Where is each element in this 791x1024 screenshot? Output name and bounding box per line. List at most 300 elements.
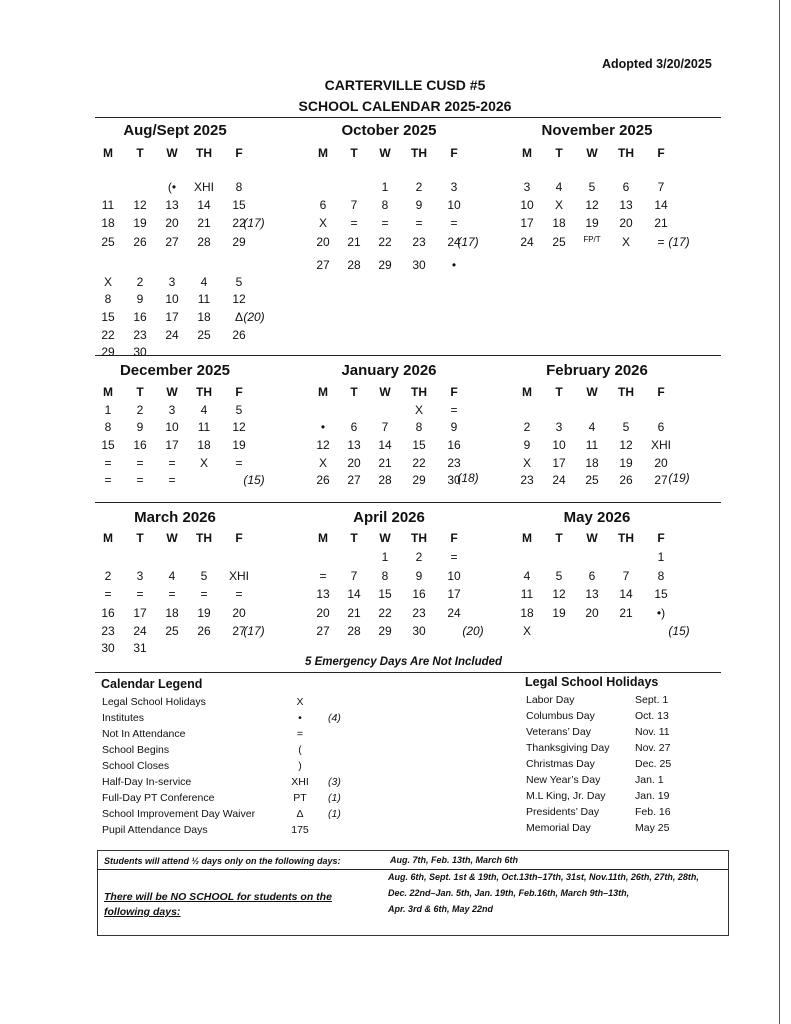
day-cell: 9 [136, 292, 144, 306]
day-cell: 14 [619, 587, 633, 601]
calendar-title: SCHOOL CALENDAR 2025-2026 [298, 98, 512, 114]
day-cell: 12 [316, 438, 330, 452]
weekday-header: M [318, 385, 328, 399]
weekday-header: M [103, 385, 113, 399]
day-cell: 14 [347, 587, 361, 601]
legend-count: (1) [328, 808, 341, 820]
mid-divider-2 [95, 502, 721, 503]
attendance-count: (17) [457, 235, 479, 249]
weekday-header: T [350, 146, 358, 160]
day-cell: 8 [381, 569, 389, 583]
day-cell: 15 [378, 587, 392, 601]
day-cell: 12 [552, 587, 566, 601]
weekday-header: F [450, 146, 458, 160]
day-cell: 23 [447, 456, 461, 470]
day-cell: 3 [555, 420, 563, 434]
legend-count: (1) [328, 792, 341, 804]
mid-divider-1 [95, 355, 721, 356]
day-cell: 7 [657, 180, 665, 194]
day-cell: 5 [235, 275, 243, 289]
legend-symbol: PT [293, 792, 307, 804]
day-cell: = [450, 550, 458, 564]
attendance-count: (15) [668, 624, 690, 638]
attendance-count: (15) [243, 473, 265, 487]
day-cell: 22 [101, 328, 115, 342]
day-cell: = [136, 587, 144, 601]
month-title: December 2025 [119, 362, 231, 379]
day-cell: 9 [415, 569, 423, 583]
holiday-name: New Year’s Day [526, 774, 601, 786]
day-cell: X [522, 624, 531, 638]
day-cell: 21 [197, 216, 211, 230]
weekday-header: T [555, 146, 563, 160]
day-cell: 1 [657, 550, 665, 564]
legend-symbol: ( [298, 744, 302, 756]
day-cell: 18 [552, 216, 566, 230]
day-cell: XHI [193, 180, 214, 194]
half-days-value: Aug. 7th, Feb. 13th, March 6th [390, 855, 519, 865]
weekday-header: W [166, 146, 178, 160]
month-title: February 2026 [546, 362, 648, 379]
day-cell: 6 [657, 420, 665, 434]
day-cell: 5 [622, 420, 630, 434]
day-cell: 29 [101, 345, 115, 359]
day-cell: • [451, 258, 457, 272]
attendance-count: (20) [462, 624, 484, 638]
day-cell: 8 [104, 420, 112, 434]
holiday-date: Jan. 1 [635, 774, 664, 786]
month-title: Aug/Sept 2025 [123, 122, 227, 139]
day-cell: X [414, 403, 423, 417]
day-cell: 29 [378, 258, 392, 272]
emergency-note: 5 Emergency Days Are Not Included [305, 656, 503, 668]
attendance-count: (17) [243, 624, 265, 638]
day-cell: 30 [101, 641, 115, 655]
day-cell: 15 [412, 438, 426, 452]
weekday-header: TH [618, 531, 634, 545]
weekday-header: TH [196, 385, 212, 399]
day-cell: 16 [412, 587, 426, 601]
day-cell: 19 [197, 606, 211, 620]
legend-label: Half-Day In-service [102, 776, 192, 788]
day-cell: 27 [316, 258, 330, 272]
day-cell: 6 [319, 198, 327, 212]
day-cell: 20 [316, 235, 330, 249]
notes-divider [97, 869, 728, 870]
weekday-header: W [166, 531, 178, 545]
day-cell: 27 [316, 624, 330, 638]
day-cell: 9 [136, 420, 144, 434]
holiday-name: Columbus Day [526, 710, 595, 722]
day-cell: 21 [619, 606, 633, 620]
day-cell: 3 [450, 180, 458, 194]
legend-count: (3) [328, 776, 341, 788]
day-cell: 5 [235, 403, 243, 417]
day-cell: 31 [133, 641, 147, 655]
day-cell: 13 [585, 587, 599, 601]
holidays-title: Legal School Holidays [525, 675, 659, 689]
day-cell: 20 [654, 456, 668, 470]
day-cell: 1 [104, 403, 112, 417]
day-cell: = [104, 456, 112, 470]
day-cell: 20 [232, 606, 246, 620]
day-cell: 2 [136, 275, 144, 289]
day-cell: 28 [347, 624, 361, 638]
day-cell: 5 [588, 180, 596, 194]
weekday-header: F [657, 385, 665, 399]
day-cell: = [319, 569, 327, 583]
day-cell: 5 [555, 569, 563, 583]
day-cell: 18 [197, 310, 211, 324]
day-cell: = [104, 587, 112, 601]
day-cell: = [235, 587, 243, 601]
day-cell: 2 [523, 420, 531, 434]
legend-label: School Improvement Day Waiver [102, 808, 256, 820]
day-cell: 22 [378, 235, 392, 249]
day-cell: X [554, 198, 563, 212]
day-cell: X [318, 216, 327, 230]
day-cell: 28 [197, 235, 211, 249]
day-cell: 17 [520, 216, 534, 230]
day-cell: 8 [657, 569, 665, 583]
day-cell: 27 [232, 624, 246, 638]
day-cell: 29 [412, 473, 426, 487]
day-cell: 23 [101, 624, 115, 638]
weekday-header: TH [618, 146, 634, 160]
day-cell: 13 [165, 198, 179, 212]
day-cell: 6 [622, 180, 630, 194]
weekday-header: W [379, 385, 391, 399]
day-cell: 1 [381, 180, 389, 194]
month-title: October 2025 [341, 122, 437, 139]
day-cell: 6 [588, 569, 596, 583]
day-cell: 4 [200, 275, 208, 289]
attendance-count: (17) [668, 235, 690, 249]
legend-symbol: ) [298, 760, 302, 772]
day-cell: 18 [101, 216, 115, 230]
holiday-date: May 25 [635, 822, 670, 834]
day-cell: 10 [165, 420, 179, 434]
day-cell: 25 [552, 235, 566, 249]
day-cell: 22 [412, 456, 426, 470]
day-cell: 23 [520, 473, 534, 487]
day-cell: = [168, 456, 176, 470]
holiday-date: Dec. 25 [635, 758, 672, 770]
weekday-header: M [103, 531, 113, 545]
day-cell: 7 [381, 420, 389, 434]
day-cell: 11 [197, 420, 211, 434]
weekday-header: F [235, 146, 243, 160]
day-cell: 19 [619, 456, 633, 470]
day-cell: 17 [447, 587, 461, 601]
day-cell: 14 [654, 198, 668, 212]
legend-symbol: Δ [296, 808, 304, 820]
month-title: March 2026 [134, 509, 216, 526]
day-cell: XHI [228, 569, 249, 583]
holiday-name: M.L King, Jr. Day [526, 790, 606, 802]
weekday-header: TH [618, 385, 634, 399]
district-title: CARTERVILLE CUSD #5 [324, 77, 486, 93]
day-cell: 8 [381, 198, 389, 212]
day-cell: 24 [520, 235, 534, 249]
holiday-date: Sept. 1 [635, 694, 669, 706]
holiday-date: Oct. 13 [635, 710, 669, 722]
day-cell: 4 [168, 569, 176, 583]
day-cell: 12 [619, 438, 633, 452]
day-cell: 30 [412, 258, 426, 272]
day-cell: 13 [347, 438, 361, 452]
attendance-count: (18) [457, 471, 479, 485]
day-cell: 16 [133, 438, 147, 452]
day-cell: 2 [415, 180, 423, 194]
day-cell: 24 [447, 606, 461, 620]
day-cell: X [103, 275, 112, 289]
day-cell: 27 [347, 473, 361, 487]
weekday-header: T [136, 146, 144, 160]
day-cell: 8 [415, 420, 423, 434]
day-cell: 11 [520, 587, 534, 601]
holiday-date: Jan. 19 [635, 790, 670, 802]
holiday-date: Nov. 27 [635, 742, 671, 754]
day-cell: 24 [165, 328, 179, 342]
legend-label: Full-Day PT Conference [102, 792, 215, 804]
day-cell: 16 [133, 310, 147, 324]
weekday-header: M [318, 531, 328, 545]
day-cell: 1 [381, 550, 389, 564]
day-cell: 8 [104, 292, 112, 306]
day-cell: 20 [585, 606, 599, 620]
day-cell: 15 [101, 438, 115, 452]
day-cell: 26 [619, 473, 633, 487]
day-cell: 22 [232, 216, 246, 230]
day-cell: 11 [585, 438, 599, 452]
day-cell: (• [167, 180, 177, 194]
day-cell: • [320, 420, 326, 434]
weekday-header: W [166, 385, 178, 399]
day-cell: 24 [133, 624, 147, 638]
day-cell: 20 [619, 216, 633, 230]
day-cell: 4 [200, 403, 208, 417]
day-cell: 26 [232, 328, 246, 342]
day-cell: = [168, 587, 176, 601]
weekday-header: W [379, 146, 391, 160]
day-cell: 19 [133, 216, 147, 230]
day-cell: 19 [232, 438, 246, 452]
day-cell: 17 [165, 310, 179, 324]
day-cell: 6 [350, 420, 358, 434]
month-title: January 2026 [341, 362, 437, 379]
weekday-header: TH [411, 146, 427, 160]
weekday-header: F [235, 531, 243, 545]
weekday-header: T [555, 385, 563, 399]
day-cell: = [350, 216, 358, 230]
day-cell: •) [656, 606, 666, 620]
day-cell: 3 [168, 403, 176, 417]
day-cell: 30 [133, 345, 147, 359]
day-cell: 7 [622, 569, 630, 583]
day-cell: 18 [197, 438, 211, 452]
day-cell: 22 [378, 606, 392, 620]
weekday-header: M [522, 531, 532, 545]
legend-symbol: XHI [291, 776, 309, 788]
day-cell: 23 [133, 328, 147, 342]
day-cell: XHI [650, 438, 671, 452]
day-cell: 30 [412, 624, 426, 638]
day-cell: 15 [232, 198, 246, 212]
weekday-header: W [586, 531, 598, 545]
weekday-header: W [586, 385, 598, 399]
day-cell: 15 [654, 587, 668, 601]
legend-label: School Closes [102, 760, 170, 772]
day-cell: 4 [588, 420, 596, 434]
weekday-header: M [522, 385, 532, 399]
no-school-label: There will be NO SCHOOL for students on the following days: [104, 891, 332, 918]
legend-title: Calendar Legend [101, 677, 203, 691]
legend-label: Institutes [102, 712, 145, 724]
day-cell: 24 [552, 473, 566, 487]
weekday-header: TH [196, 531, 212, 545]
weekday-header: T [555, 531, 563, 545]
day-cell: 19 [552, 606, 566, 620]
weekday-header: F [657, 146, 665, 160]
weekday-header: F [450, 531, 458, 545]
no-school-line-3: Apr. 3rd & 6th, May 22nd [388, 904, 494, 914]
no-school-line-2: Dec. 22nd–Jan. 5th, Jan. 19th, Feb.16th, March 9th–13th, [388, 888, 630, 898]
attendance-count: (20) [243, 310, 265, 324]
day-cell: X [318, 456, 327, 470]
day-cell: = [450, 216, 458, 230]
day-cell: 3 [136, 569, 144, 583]
day-cell: = [168, 473, 176, 487]
day-cell: X [621, 235, 630, 249]
legend-symbol: • [298, 712, 302, 724]
day-cell: X [522, 456, 531, 470]
legend-label: Legal School Holidays [102, 696, 206, 708]
day-cell: 21 [654, 216, 668, 230]
day-cell: 17 [133, 606, 147, 620]
attendance-count: (17) [243, 216, 265, 230]
day-cell: = [415, 216, 423, 230]
day-cell: = [104, 473, 112, 487]
day-cell: 14 [197, 198, 211, 212]
weekday-header: F [450, 385, 458, 399]
day-cell: 27 [654, 473, 668, 487]
day-cell: 10 [165, 292, 179, 306]
weekday-header: TH [411, 531, 427, 545]
day-cell: 25 [585, 473, 599, 487]
legend-label: School Begins [102, 744, 170, 756]
day-cell: = [381, 216, 389, 230]
legend-label: Not In Attendance [102, 728, 186, 740]
day-cell: 17 [165, 438, 179, 452]
day-cell: 9 [450, 420, 458, 434]
day-cell: 26 [197, 624, 211, 638]
day-cell: 2 [415, 550, 423, 564]
day-cell: 5 [200, 569, 208, 583]
weekday-header: W [586, 146, 598, 160]
weekday-header: M [103, 146, 113, 160]
day-cell: 28 [347, 258, 361, 272]
day-cell: 30 [447, 473, 461, 487]
month-title: November 2025 [541, 122, 653, 139]
day-cell: 23 [412, 606, 426, 620]
day-cell: 28 [378, 473, 392, 487]
day-cell: Δ [234, 310, 243, 324]
day-cell: 25 [101, 235, 115, 249]
day-cell: = [136, 456, 144, 470]
day-cell: 19 [585, 216, 599, 230]
day-cell: 21 [347, 606, 361, 620]
holiday-date: Nov. 11 [635, 726, 670, 738]
adopted-date: Adopted 3/20/2025 [602, 57, 712, 71]
holiday-name: Presidents’ Day [526, 806, 600, 818]
day-cell: 10 [447, 569, 461, 583]
weekday-header: M [318, 146, 328, 160]
month-title: April 2026 [353, 509, 425, 526]
day-cell: 2 [136, 403, 144, 417]
day-cell: = [136, 473, 144, 487]
legend-symbol: = [296, 728, 304, 740]
day-cell: 7 [350, 569, 358, 583]
day-cell: X [199, 456, 208, 470]
day-cell: = [235, 456, 243, 470]
day-cell: 20 [316, 606, 330, 620]
day-cell: 9 [415, 198, 423, 212]
attendance-count: (19) [668, 471, 690, 485]
day-cell: 26 [316, 473, 330, 487]
day-cell: 12 [232, 292, 246, 306]
holiday-name: Labor Day [526, 694, 575, 706]
day-cell: 16 [101, 606, 115, 620]
legend-symbol: X [296, 696, 304, 708]
day-cell: 17 [552, 456, 566, 470]
day-cell: 10 [520, 198, 534, 212]
day-cell: = [450, 403, 458, 417]
day-cell: 12 [232, 420, 246, 434]
day-cell: 25 [197, 328, 211, 342]
weekday-header: TH [411, 385, 427, 399]
no-school-line-1: Aug. 6th, Sept. 1st & 19th, Oct.13th–17th, 31st, Nov.11th, 26th, 27th, 28th, [388, 872, 699, 882]
half-days-label: Students will attend ½ days only on the following days: [104, 856, 341, 866]
day-cell: 29 [232, 235, 246, 249]
day-cell: 12 [585, 198, 599, 212]
day-cell: 15 [101, 310, 115, 324]
day-cell: 13 [619, 198, 633, 212]
day-cell: 4 [523, 569, 531, 583]
holiday-name: Thanksgiving Day [526, 742, 610, 754]
day-cell: 3 [523, 180, 531, 194]
day-cell: FP/T [583, 235, 601, 244]
holiday-name: Memorial Day [526, 822, 591, 834]
day-cell: 10 [552, 438, 566, 452]
day-cell: 20 [347, 456, 361, 470]
day-cell: 18 [165, 606, 179, 620]
page-edge-line [779, 0, 780, 1024]
day-cell: 21 [347, 235, 361, 249]
day-cell: 18 [585, 456, 599, 470]
day-cell: 23 [412, 235, 426, 249]
weekday-header: F [657, 531, 665, 545]
holiday-name: Veterans’ Day [526, 726, 591, 738]
day-cell: 18 [520, 606, 534, 620]
day-cell: 12 [133, 198, 147, 212]
day-cell: 4 [555, 180, 563, 194]
day-cell: 11 [101, 198, 115, 212]
day-cell: 21 [378, 456, 392, 470]
day-cell: 13 [316, 587, 330, 601]
day-cell: 7 [350, 198, 358, 212]
weekday-header: TH [196, 146, 212, 160]
